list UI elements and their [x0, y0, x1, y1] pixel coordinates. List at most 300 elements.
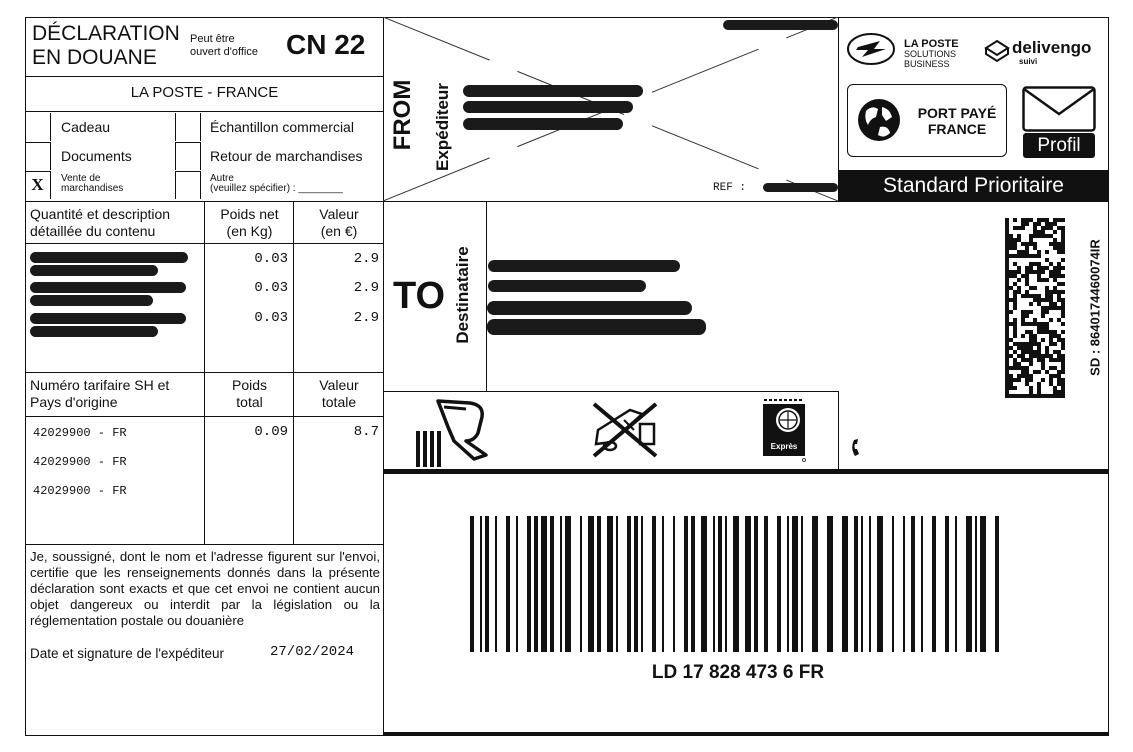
datamatrix-module: [1029, 270, 1033, 274]
datamatrix-module: [1005, 366, 1009, 370]
datamatrix-module: [1005, 246, 1009, 250]
datamatrix-module: [1053, 374, 1057, 378]
datamatrix-module: [1049, 234, 1053, 238]
datamatrix-module: [1005, 314, 1009, 318]
datamatrix-module: [1061, 354, 1065, 358]
tv-line1: Valeur: [319, 377, 359, 393]
barcode-bar: [995, 516, 999, 652]
datamatrix-module: [1013, 326, 1017, 330]
datamatrix-module: [1037, 218, 1041, 222]
datamatrix-module: [1017, 342, 1021, 346]
datamatrix-module: [1033, 270, 1037, 274]
to-label: TO: [393, 275, 446, 317]
datamatrix-module: [1021, 314, 1025, 318]
datamatrix-module: [1029, 358, 1033, 362]
datamatrix-module: [1029, 386, 1033, 390]
datamatrix-module: [1033, 262, 1037, 266]
datamatrix-module: [1025, 330, 1029, 334]
datamatrix-module: [1037, 266, 1041, 270]
laposte-logo-icon: [846, 31, 896, 67]
datamatrix-module: [1057, 338, 1061, 342]
barcode-bar: [588, 516, 594, 652]
datamatrix-module: [1021, 366, 1025, 370]
datamatrix-module: [1049, 366, 1053, 370]
datamatrix-module: [1009, 310, 1013, 314]
datamatrix-module: [1037, 358, 1041, 362]
checkbox-documents[interactable]: [25, 142, 51, 170]
datamatrix-module: [1033, 286, 1037, 290]
datamatrix-module: [1061, 230, 1065, 234]
datamatrix-module: [1037, 234, 1041, 238]
barcode-bar: [980, 516, 986, 652]
datamatrix-module: [1045, 286, 1049, 290]
datamatrix-module: [1041, 378, 1045, 382]
datamatrix-module: [1013, 362, 1017, 366]
datamatrix-module: [1053, 246, 1057, 250]
redacted-description: [30, 265, 158, 276]
datamatrix-module: [1057, 378, 1061, 382]
barcode-bar: [580, 516, 582, 652]
checkbox-sample[interactable]: [175, 113, 201, 141]
datamatrix-module: [1037, 350, 1041, 354]
datamatrix-module: [1037, 230, 1041, 234]
items-header-weight: [205, 206, 294, 240]
datamatrix-module: [1033, 338, 1037, 342]
datamatrix-module: [1033, 226, 1037, 230]
datamatrix-module: [1057, 242, 1061, 246]
datamatrix-module: [1061, 330, 1065, 334]
datamatrix-module: [1021, 254, 1025, 258]
datamatrix-module: [1053, 242, 1057, 246]
datamatrix-module: [1041, 354, 1045, 358]
datamatrix-module: [1061, 234, 1065, 238]
checkbox-return[interactable]: [175, 142, 201, 170]
barcode-bar: [892, 516, 894, 652]
weight-line1: Poids net: [220, 206, 279, 222]
datamatrix-module: [1049, 290, 1053, 294]
datamatrix-module: [1041, 330, 1045, 334]
datamatrix-module: [1053, 394, 1057, 398]
barcode-bar: [966, 516, 972, 652]
datamatrix-module: [1025, 370, 1029, 374]
datamatrix-module: [1041, 270, 1045, 274]
datamatrix-module: [1061, 298, 1065, 302]
title-line1: DÉCLARATION: [32, 22, 180, 45]
datamatrix-module: [1009, 382, 1013, 386]
datamatrix-module: [1057, 274, 1061, 278]
datamatrix-module: [1061, 314, 1065, 318]
operator-name: LA POSTE - FRANCE: [130, 84, 279, 101]
datamatrix-module: [1033, 394, 1037, 398]
datamatrix-module: [1021, 274, 1025, 278]
datamatrix-module: [1025, 270, 1029, 274]
datamatrix-module: [1029, 350, 1033, 354]
sender-label: Expéditeur: [433, 83, 452, 171]
datamatrix-module: [1005, 322, 1009, 326]
barcode-bar: [641, 516, 643, 652]
datamatrix-module: [1045, 226, 1049, 230]
datamatrix-module: [1041, 338, 1045, 342]
datamatrix-module: [1009, 394, 1013, 398]
datamatrix-module: [1061, 362, 1065, 366]
datamatrix-module: [1033, 294, 1037, 298]
datamatrix-module: [1049, 358, 1053, 362]
tariff-code: 42029900 - FR: [33, 426, 127, 440]
datamatrix-module: [1053, 334, 1057, 338]
datamatrix-module: [1057, 298, 1061, 302]
datamatrix-module: [1005, 370, 1009, 374]
datamatrix-module: [1053, 222, 1057, 226]
datamatrix-module: [1041, 394, 1045, 398]
datamatrix-module: [1025, 310, 1029, 314]
datamatrix-module: [1013, 226, 1017, 230]
datamatrix-module: [1021, 354, 1025, 358]
datamatrix-module: [1025, 282, 1029, 286]
datamatrix-module: [1029, 378, 1033, 382]
datamatrix-module: [1061, 370, 1065, 374]
tv-line2: totale: [321, 394, 357, 410]
datamatrix-module: [1005, 354, 1009, 358]
datamatrix-module: [1005, 318, 1009, 322]
datamatrix-module: [1021, 394, 1025, 398]
datamatrix-module: [1017, 290, 1021, 294]
datamatrix-module: [1029, 242, 1033, 246]
barcode-bar: [777, 516, 781, 652]
datamatrix-module: [1009, 354, 1013, 358]
datamatrix-module: [1033, 222, 1037, 226]
datamatrix-module: [1013, 378, 1017, 382]
datamatrix-module: [1005, 298, 1009, 302]
barcode-bar: [691, 516, 695, 652]
laposte-brand: [904, 39, 959, 69]
datamatrix-module: [1013, 366, 1017, 370]
barcode-bar: [932, 516, 936, 652]
datamatrix-module: [1037, 302, 1041, 306]
datamatrix-module: [1013, 318, 1017, 322]
datamatrix-module: [1045, 322, 1049, 326]
datamatrix-module: [1017, 266, 1021, 270]
datamatrix-module: [1017, 234, 1021, 238]
datamatrix-module: [1053, 290, 1057, 294]
datamatrix-module: [1025, 290, 1029, 294]
datamatrix-module: [1037, 386, 1041, 390]
datamatrix-module: [1021, 242, 1025, 246]
datamatrix-module: [1005, 310, 1009, 314]
datamatrix-module: [1017, 354, 1021, 358]
datamatrix-module: [1013, 334, 1017, 338]
datamatrix-module: [1061, 346, 1065, 350]
datamatrix-module: [1041, 234, 1045, 238]
datamatrix-module: [1005, 294, 1009, 298]
datamatrix-module: [1057, 226, 1061, 230]
datamatrix-module: [1005, 230, 1009, 234]
datamatrix-module: [1005, 394, 1009, 398]
datamatrix-module: [1005, 338, 1009, 342]
datamatrix-module: [1029, 330, 1033, 334]
datamatrix-module: [1021, 310, 1025, 314]
datamatrix-module: [1057, 262, 1061, 266]
datamatrix-module: [1037, 390, 1041, 394]
barcode-bar: [975, 516, 977, 652]
datamatrix-module: [1045, 222, 1049, 226]
datamatrix-module: [1017, 270, 1021, 274]
datamatrix-module: [1061, 274, 1065, 278]
barcode-bar: [754, 516, 758, 652]
datamatrix-module: [1057, 218, 1061, 222]
no-sharp-objects-icon: [590, 400, 660, 460]
signature-label: Date et signature de l'expéditeur: [30, 646, 224, 661]
redacted-description: [30, 282, 186, 293]
datamatrix-module: [1029, 390, 1033, 394]
datamatrix-module: [1029, 238, 1033, 242]
datamatrix-module: [1013, 254, 1017, 258]
delivengo-sub: suivi: [1019, 57, 1038, 66]
datamatrix-module: [1045, 370, 1049, 374]
datamatrix-module: [1057, 374, 1061, 378]
datamatrix-module: [1013, 302, 1017, 306]
datamatrix-module: [1005, 330, 1009, 334]
datamatrix-module: [1049, 242, 1053, 246]
datamatrix-module: [1057, 350, 1061, 354]
datamatrix-module: [1029, 354, 1033, 358]
datamatrix-module: [1049, 270, 1053, 274]
datamatrix-module: [1025, 342, 1029, 346]
datamatrix-module: [1013, 322, 1017, 326]
datamatrix-module: [1045, 218, 1049, 222]
barcode-bar: [713, 516, 715, 652]
barcode-divider: [383, 469, 1109, 474]
datamatrix-module: [1009, 242, 1013, 246]
barcode-bar: [684, 516, 688, 652]
barcode-bar: [560, 516, 562, 652]
redacted-recipient: [487, 301, 692, 315]
signature-date: 27/02/2024: [270, 644, 355, 660]
globe-icon: [856, 97, 902, 143]
datamatrix-module: [1053, 286, 1057, 290]
datamatrix-module: [1037, 294, 1041, 298]
barcode-bar: [955, 516, 957, 652]
redacted-sender: [463, 85, 643, 97]
datamatrix-module: [1013, 298, 1017, 302]
datamatrix-module: [1053, 238, 1057, 242]
datamatrix-module: [1049, 378, 1053, 382]
redacted-sender: [463, 118, 623, 130]
barcode-bar: [541, 516, 547, 652]
datamatrix-module: [1061, 282, 1065, 286]
datamatrix-module: [1029, 234, 1033, 238]
datamatrix-module: [1029, 334, 1033, 338]
tariff-header: [30, 377, 169, 411]
datamatrix-module: [1025, 382, 1029, 386]
other-line1: Autre: [210, 173, 234, 184]
datamatrix-module: [1045, 310, 1049, 314]
datamatrix-module: [1053, 274, 1057, 278]
datamatrix-module: [1029, 262, 1033, 266]
redacted-description: [30, 313, 186, 324]
redacted-sender: [723, 20, 838, 30]
datamatrix-module: [1025, 358, 1029, 362]
datamatrix-module: [1029, 394, 1033, 398]
brand-block: [838, 17, 1109, 201]
label-sale: [61, 174, 123, 194]
datamatrix-module: [1057, 250, 1061, 254]
total-weight-header: [205, 377, 294, 411]
datamatrix-module: [1045, 346, 1049, 350]
datamatrix-module: [1005, 342, 1009, 346]
datamatrix-module: [1021, 250, 1025, 254]
item-weight: 0.03: [254, 251, 288, 267]
barcode-bar: [662, 516, 664, 652]
barcode-bar: [652, 516, 656, 652]
total-value-header: [294, 377, 384, 411]
barcode-bar: [597, 516, 601, 652]
datamatrix-module: [1009, 386, 1013, 390]
datamatrix-module: [1005, 254, 1009, 258]
datamatrix-module: [1013, 262, 1017, 266]
checkbox-other[interactable]: [175, 171, 201, 199]
barcode-bar: [903, 516, 905, 652]
datamatrix-module: [1025, 346, 1029, 350]
datamatrix-module: [1041, 218, 1045, 222]
datamatrix-module: [1005, 278, 1009, 282]
datamatrix-module: [1045, 298, 1049, 302]
datamatrix-module: [1025, 222, 1029, 226]
form-code: CN 22: [286, 29, 366, 60]
datamatrix-module: [1037, 342, 1041, 346]
datamatrix-module: [1049, 394, 1053, 398]
datamatrix-module: [1013, 242, 1017, 246]
datamatrix-module: [1053, 230, 1057, 234]
datamatrix-module: [1041, 314, 1045, 318]
datamatrix-module: [1037, 298, 1041, 302]
label-sample: Échantillon commercial: [210, 119, 354, 135]
datamatrix-module: [1033, 342, 1037, 346]
datamatrix-module: [1009, 378, 1013, 382]
datamatrix-module: [1025, 218, 1029, 222]
barcode-bar: [550, 516, 554, 652]
datamatrix-module: [1009, 286, 1013, 290]
datamatrix-module: [1033, 350, 1037, 354]
datamatrix-module: [1017, 286, 1021, 290]
item-value: 2.9: [353, 310, 379, 326]
datamatrix-module: [1037, 274, 1041, 278]
title-line2: EN DOUANE: [32, 46, 157, 69]
tariff-code: 42029900 - FR: [33, 484, 127, 498]
datamatrix-module: [1013, 274, 1017, 278]
tracking-number: LD 17 828 473 6 FR: [651, 662, 825, 683]
datamatrix-module: [1009, 338, 1013, 342]
datamatrix-module: [1041, 310, 1045, 314]
datamatrix-module: [1021, 374, 1025, 378]
barcode-bar: [764, 516, 768, 652]
barcode-bar: [869, 516, 871, 652]
barcode-bar: [854, 516, 858, 652]
desc-line2: détaillée du contenu: [30, 223, 156, 239]
barcode-bar: [701, 516, 707, 652]
item-weight: 0.03: [254, 280, 288, 296]
datamatrix-module: [1053, 386, 1057, 390]
datamatrix-module: [1041, 366, 1045, 370]
opening-line2: ouvert d'office: [190, 46, 258, 58]
barcode-bar: [733, 516, 739, 652]
tariff-line2: Pays d'origine: [30, 394, 118, 410]
datamatrix-module: [1005, 378, 1009, 382]
datamatrix-module: [1057, 358, 1061, 362]
port-paye-box: [847, 84, 1007, 157]
service-banner: Standard Prioritaire: [838, 170, 1109, 201]
datamatrix-module: [1005, 382, 1009, 386]
datamatrix-module: [1025, 350, 1029, 354]
datamatrix-module: [1025, 366, 1029, 370]
expres-label: Exprès: [770, 442, 798, 451]
datamatrix-module: [1045, 234, 1049, 238]
checkbox-gift[interactable]: [25, 113, 51, 141]
datamatrix-module: [1017, 374, 1021, 378]
datamatrix-module: [1049, 222, 1053, 226]
barcode-bar: [725, 516, 727, 652]
datamatrix-module: [1037, 326, 1041, 330]
datamatrix-module: [1049, 306, 1053, 310]
barcode-bar: [718, 516, 722, 652]
datamatrix-module: [1045, 350, 1049, 354]
datamatrix-module: [1045, 306, 1049, 310]
datamatrix-module: [1017, 226, 1021, 230]
datamatrix-module: [1033, 322, 1037, 326]
barcode-bar: [911, 516, 915, 652]
datamatrix-module: [1025, 246, 1029, 250]
datamatrix-module: [1009, 246, 1013, 250]
datamatrix-module: [1057, 394, 1061, 398]
checkbox-sale[interactable]: X: [25, 171, 51, 199]
profil-badge: Profil: [1023, 133, 1095, 158]
datamatrix-module: [1005, 374, 1009, 378]
datamatrix-module: [1049, 294, 1053, 298]
value-line1: Valeur: [319, 206, 359, 222]
datamatrix-module: [1017, 278, 1021, 282]
datamatrix-module: [1037, 222, 1041, 226]
value-line2: (en €): [320, 223, 358, 239]
datamatrix-module: [1033, 370, 1037, 374]
tw-line1: Poids: [231, 377, 268, 393]
datamatrix-module: [1049, 354, 1053, 358]
datamatrix-module: [1037, 354, 1041, 358]
datamatrix-module: [1057, 318, 1061, 322]
redacted-description: [30, 295, 153, 306]
datamatrix-module: [1009, 346, 1013, 350]
datamatrix-module: [1053, 218, 1057, 222]
datamatrix-module: [1061, 290, 1065, 294]
datamatrix-module: [1061, 226, 1065, 230]
datamatrix-module: [1021, 358, 1025, 362]
datamatrix-module: [1017, 366, 1021, 370]
datamatrix-module: [1013, 270, 1017, 274]
barcode-bar: [877, 516, 883, 652]
datamatrix-module: [1041, 266, 1045, 270]
datamatrix-module: [1013, 306, 1017, 310]
datamatrix-module: [1061, 302, 1065, 306]
datamatrix-module: [1045, 258, 1049, 262]
datamatrix-module: [1025, 254, 1029, 258]
datamatrix-module: [1005, 218, 1009, 222]
datamatrix-module: [1049, 382, 1053, 386]
datamatrix-module: [1033, 298, 1037, 302]
redacted-recipient: [488, 280, 646, 292]
datamatrix-module: [1045, 330, 1049, 334]
datamatrix-module: [1033, 230, 1037, 234]
total-weight: 0.09: [254, 424, 288, 440]
datamatrix-module: [1041, 362, 1045, 366]
datamatrix-module: [1013, 330, 1017, 334]
